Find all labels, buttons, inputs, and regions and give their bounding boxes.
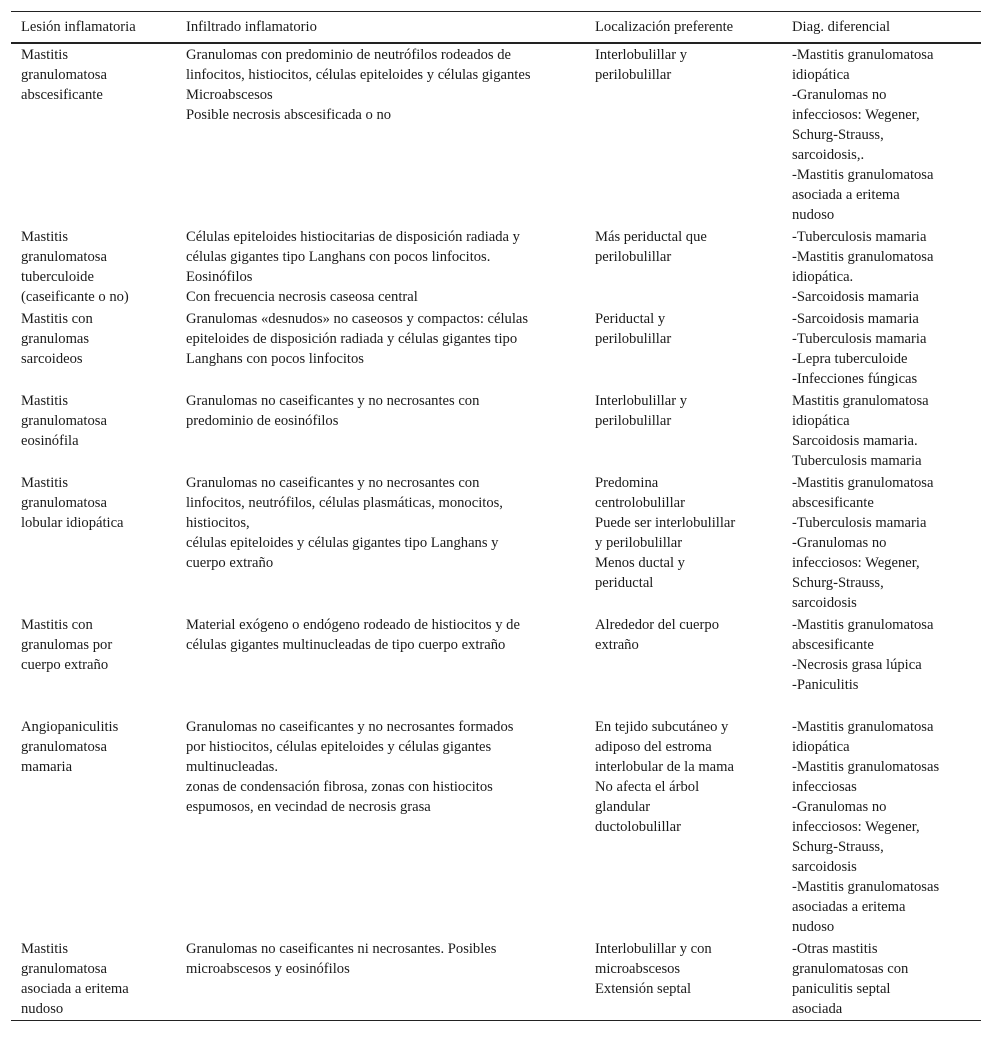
cell-diagnostico-line: paniculitis septal [792, 981, 891, 997]
cell-lesion-line: (caseificante o no) [21, 289, 129, 305]
cell-diagnostico-line: -Mastitis granulomatosa [792, 249, 934, 265]
cell-infiltrado-line: Eosinófilos [186, 269, 253, 285]
cell-infiltrado-line: Granulomas no caseificantes y no necrosantes con [186, 393, 480, 409]
cell-infiltrado-line: predominio de eosinófilos [186, 413, 339, 429]
cell-localizacion-line: glandular [595, 799, 651, 815]
cell-infiltrado-line: Granulomas no caseificantes y no necrosantes con [186, 475, 480, 491]
cell-diagnostico-line: Schurg-Strauss, [792, 839, 884, 855]
cell-diagnostico-line: -Mastitis granulomatosas [792, 879, 940, 895]
table-row [11, 43, 981, 226]
cell-infiltrado [176, 390, 585, 472]
cell-localizacion-line: Puede ser interlobulillar [595, 515, 736, 531]
cell-infiltrado-line: multinucleadas. [186, 759, 278, 775]
cell-infiltrado [176, 226, 585, 308]
cell-diagnostico-line: granulomatosas con [792, 961, 909, 977]
cell-infiltrado [176, 716, 585, 938]
cell-lesion-line: granulomatosa [21, 67, 107, 83]
cell-localizacion [585, 938, 782, 1021]
cell-infiltrado-line: epiteloides de disposición radiada y células gigantes tipo [186, 331, 518, 347]
cell-infiltrado-line: linfocitos, neutrófilos, células plasmáticas, monocitos, [186, 495, 503, 511]
cell-lesion-line: Mastitis con [21, 617, 93, 633]
cell-infiltrado [176, 938, 585, 1021]
cell-infiltrado-line: Células epiteloides histiocitarias de disposición radiada y [186, 229, 520, 245]
cell-diagnostico-line: idiopática [792, 413, 850, 429]
cell-diagnostico-line: -Mastitis granulomatosa [792, 47, 934, 63]
cell-localizacion-line: ductolobulillar [595, 819, 681, 835]
cell-diagnostico-line: idiopática [792, 739, 850, 755]
header-infiltrado: Infiltrado inflamatorio [186, 19, 317, 35]
cell-lesion-line: granulomatosa [21, 495, 107, 511]
cell-infiltrado-line: Granulomas «desnudos» no caseosos y compactos: células [186, 311, 529, 327]
cell-lesion [11, 938, 176, 1021]
cell-diagnostico-line: -Granulomas no [792, 87, 887, 103]
cell-diagnostico-line: idiopática [792, 67, 850, 83]
cell-diagnostico-line: nudoso [792, 207, 835, 223]
cell-diagnostico-line: sarcoidosis [792, 859, 857, 875]
cell-lesion-line: Mastitis [21, 229, 69, 245]
cell-lesion [11, 390, 176, 472]
cell-diagnostico-line: -Mastitis granulomatosa [792, 617, 934, 633]
table-header [11, 12, 981, 44]
cell-lesion [11, 308, 176, 390]
cell-lesion [11, 226, 176, 308]
cell-localizacion-line: Menos ductal y [595, 555, 685, 571]
cell-localizacion-line: Periductal y [595, 311, 666, 327]
cell-diagnostico-line: -Mastitis granulomatosa [792, 475, 934, 491]
cell-infiltrado-line: Microabscesos [186, 87, 273, 103]
cell-lesion-line: Angiopaniculitis [21, 719, 119, 735]
header-lesion: Lesión inflamatoria [21, 19, 136, 35]
cell-lesion-line: eosinófila [21, 433, 79, 449]
cell-diagnostico-line: -Sarcoidosis mamaria [792, 311, 919, 327]
cell-diagnostico-line: sarcoidosis,. [792, 147, 865, 163]
cell-lesion-line: granulomatosa [21, 413, 107, 429]
cell-lesion-line: abscesificante [21, 87, 103, 103]
cell-diagnostico [782, 308, 981, 390]
cell-diagnostico-line: Schurg-Strauss, [792, 127, 884, 143]
cell-lesion [11, 472, 176, 614]
cell-diagnostico [782, 472, 981, 614]
cell-infiltrado-line: cuerpo extraño [186, 555, 274, 571]
cell-localizacion-line: No afecta el árbol [595, 779, 700, 795]
cell-localizacion-line: perilobulillar [595, 249, 672, 265]
cell-lesion-line: granulomatosa [21, 249, 107, 265]
cell-localizacion [585, 390, 782, 472]
cell-diagnostico-line: -Mastitis granulomatosa [792, 167, 934, 183]
cell-lesion-line: Mastitis [21, 941, 69, 957]
cell-infiltrado-line: por histiocitos, células epiteloides y células gigantes [186, 739, 492, 755]
cell-diagnostico-line: Mastitis granulomatosa [792, 393, 929, 409]
cell-localizacion-line: y perilobulillar [595, 535, 683, 551]
cell-lesion-line: mamaria [21, 759, 73, 775]
cell-lesion-line: cuerpo extraño [21, 657, 109, 673]
cell-localizacion [585, 472, 782, 614]
cell-diagnostico-line: abscesificante [792, 495, 874, 511]
cell-lesion-line: Mastitis con [21, 311, 93, 327]
cell-infiltrado-line: Granulomas no caseificantes y no necrosantes formados [186, 719, 514, 735]
cell-lesion-line: Mastitis [21, 393, 69, 409]
cell-infiltrado-line: linfocitos, histiocitos, células epiteloides y células gigantes [186, 67, 531, 83]
cell-diagnostico-line: nudoso [792, 919, 835, 935]
cell-infiltrado [176, 43, 585, 226]
cell-lesion-line: granulomatosa [21, 739, 107, 755]
cell-diagnostico [782, 716, 981, 938]
cell-diagnostico-line: Sarcoidosis mamaria. [792, 433, 918, 449]
cell-lesion-line: Mastitis [21, 47, 69, 63]
table-row [11, 308, 981, 390]
cell-infiltrado [176, 472, 585, 614]
cell-localizacion-line: extraño [595, 637, 639, 653]
table-row [11, 614, 981, 716]
cell-infiltrado-line: histiocitos, [186, 515, 250, 531]
cell-lesion [11, 716, 176, 938]
cell-infiltrado-line: espumosos, en vecindad de necrosis grasa [186, 799, 431, 815]
cell-lesion-line: tuberculoide [21, 269, 94, 285]
cell-diagnostico-line: asociadas a eritema [792, 899, 906, 915]
cell-diagnostico-line: Schurg-Strauss, [792, 575, 884, 591]
cell-infiltrado-line: Granulomas con predominio de neutrófilos rodeados de [186, 47, 512, 63]
cell-diagnostico-line: idiopática. [792, 269, 854, 285]
table-row [11, 938, 981, 1021]
cell-lesion-line: sarcoideos [21, 351, 83, 367]
cell-infiltrado-line: zonas de condensación fibrosa, zonas con histiocitos [186, 779, 493, 795]
cell-lesion-line: Mastitis [21, 475, 69, 491]
cell-infiltrado-line: Langhans con pocos linfocitos [186, 351, 364, 367]
cell-lesion [11, 614, 176, 716]
cell-lesion-line: nudoso [21, 1001, 64, 1017]
cell-diagnostico-line: -Infecciones fúngicas [792, 371, 918, 387]
cell-localizacion-line: Predomina [595, 475, 659, 491]
cell-diagnostico-line: -Tuberculosis mamaria [792, 331, 927, 347]
cell-localizacion-line: periductal [595, 575, 654, 591]
cell-infiltrado-line: Posible necrosis abscesificada o no [186, 107, 392, 123]
cell-diagnostico [782, 226, 981, 308]
cell-localizacion-line: Extensión septal [595, 981, 692, 997]
cell-diagnostico-line: -Lepra tuberculoide [792, 351, 908, 367]
cell-diagnostico-line: -Sarcoidosis mamaria [792, 289, 919, 305]
cell-localizacion-line: Más periductal que [595, 229, 707, 245]
cell-diagnostico-line: abscesificante [792, 637, 874, 653]
cell-infiltrado-line: Granulomas no caseificantes ni necrosantes. Posibles [186, 941, 497, 957]
cell-lesion-line: asociada a eritema [21, 981, 129, 997]
cell-localizacion-line: microabscesos [595, 961, 681, 977]
cell-localizacion [585, 226, 782, 308]
cell-infiltrado-line: células gigantes multinucleadas de tipo cuerpo extraño [186, 637, 506, 653]
table-row [11, 390, 981, 472]
header-localizacion: Localización preferente [595, 19, 734, 35]
cell-infiltrado-line: Material exógeno o endógeno rodeado de histiocitos y de [186, 617, 520, 633]
cell-diagnostico [782, 614, 981, 716]
cell-localizacion-line: Interlobulillar y [595, 47, 687, 63]
cell-lesion-line: granulomatosa [21, 961, 107, 977]
cell-diagnostico [782, 390, 981, 472]
cell-diagnostico-line: infecciosos: Wegener, [792, 819, 920, 835]
inflammatory-lesions-table [11, 11, 981, 1021]
cell-diagnostico-line: -Granulomas no [792, 799, 887, 815]
cell-diagnostico-line: asociada a eritema [792, 187, 900, 203]
cell-diagnostico-line [792, 695, 977, 715]
table-row [11, 716, 981, 938]
cell-localizacion-line: Interlobulillar y con [595, 941, 712, 957]
cell-localizacion-line: Alrededor del cuerpo [595, 617, 719, 633]
cell-lesion-line: lobular idiopática [21, 515, 124, 531]
cell-diagnostico-line: -Mastitis granulomatosa [792, 719, 934, 735]
cell-diagnostico-line: asociada [792, 1001, 843, 1017]
cell-localizacion [585, 716, 782, 938]
cell-localizacion [585, 308, 782, 390]
cell-diagnostico-line: infecciosos: Wegener, [792, 555, 920, 571]
table-row [11, 472, 981, 614]
cell-diagnostico-line: -Necrosis grasa lúpica [792, 657, 922, 673]
cell-localizacion-line: centrolobulillar [595, 495, 685, 511]
cell-infiltrado-line: células epiteloides y células gigantes tipo Langhans y [186, 535, 499, 551]
table-body [11, 43, 981, 1021]
cell-diagnostico-line: -Mastitis granulomatosas [792, 759, 940, 775]
cell-localizacion-line: perilobulillar [595, 67, 672, 83]
cell-diagnostico-line: infecciosas [792, 779, 857, 795]
cell-localizacion-line: interlobular de la mama [595, 759, 734, 775]
cell-infiltrado-line: microabscesos y eosinófilos [186, 961, 350, 977]
cell-diagnostico-line: -Tuberculosis mamaria [792, 229, 927, 245]
cell-diagnostico [782, 938, 981, 1021]
table-row [11, 226, 981, 308]
cell-infiltrado-line: células gigantes tipo Langhans con pocos linfocitos. [186, 249, 491, 265]
header-diagnostico: Diag. diferencial [792, 19, 891, 35]
cell-diagnostico-line: sarcoidosis [792, 595, 857, 611]
cell-lesion-line: granulomas [21, 331, 90, 347]
cell-lesion [11, 43, 176, 226]
cell-diagnostico-line: -Otras mastitis [792, 941, 878, 957]
cell-diagnostico-line: Tuberculosis mamaria [792, 453, 922, 469]
cell-infiltrado [176, 614, 585, 716]
cell-localizacion [585, 43, 782, 226]
cell-diagnostico-line: -Granulomas no [792, 535, 887, 551]
cell-lesion-line: granulomas por [21, 637, 113, 653]
cell-localizacion-line: adiposo del estroma [595, 739, 712, 755]
header-row [11, 12, 981, 44]
cell-diagnostico-line: -Paniculitis [792, 677, 859, 693]
cell-localizacion-line: perilobulillar [595, 413, 672, 429]
cell-localizacion-line: En tejido subcutáneo y [595, 719, 729, 735]
differential-table-container [11, 11, 981, 1021]
cell-localizacion-line: Interlobulillar y [595, 393, 687, 409]
cell-infiltrado-line: Con frecuencia necrosis caseosa central [186, 289, 418, 305]
cell-diagnostico-line: infecciosos: Wegener, [792, 107, 920, 123]
cell-localizacion-line: perilobulillar [595, 331, 672, 347]
cell-localizacion [585, 614, 782, 716]
cell-infiltrado [176, 308, 585, 390]
cell-diagnostico-line: -Tuberculosis mamaria [792, 515, 927, 531]
cell-diagnostico [782, 43, 981, 226]
